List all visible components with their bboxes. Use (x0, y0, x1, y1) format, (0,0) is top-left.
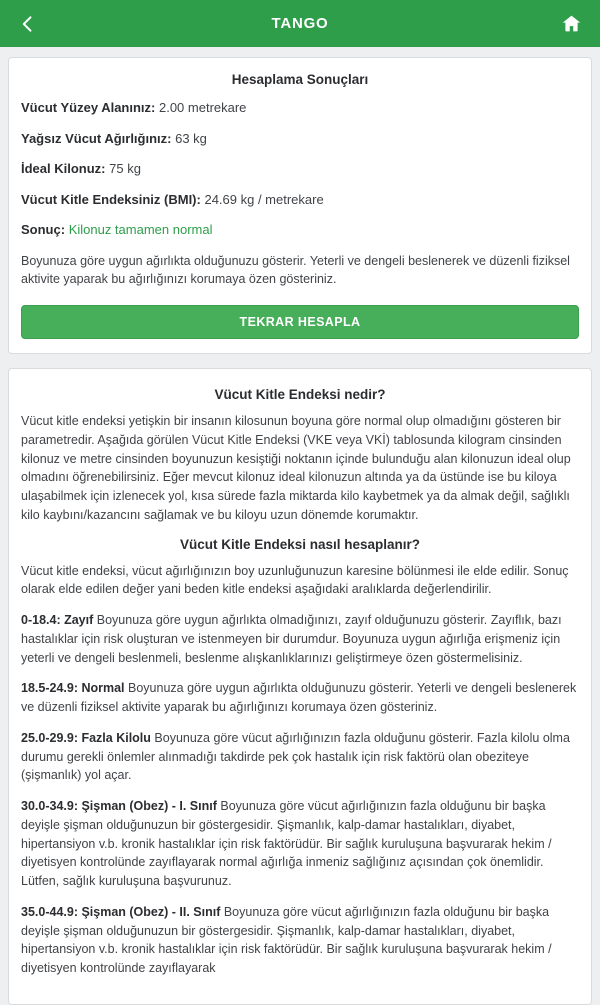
app-title: TANGO (271, 15, 329, 32)
result-note: Boyunuza göre uygun ağırlıkta olduğunuzu gösterir. Yeterli ve dengeli beslenerek ve düzenli fiziksel aktivite yaparak bu ağırlığınızı korumaya özen gösteriniz. (21, 253, 570, 287)
outcome-label: Sonuç: (21, 222, 66, 238)
bmi-range-label: 18.5-24.9: Normal (21, 681, 125, 696)
result-label: İdeal Kilonuz: (21, 161, 106, 177)
bmi-range-text: Boyunuza göre vücut ağırlığınızın fazla olduğunu bir başka deyişle şişman olduğunuzun bir göstergesidir. Şişmanlık, kalp-damar hastalıkları, diyabet, hipertansiyon v.b. kronik hastalıklar için risk faktörüdür. Bir sağlık kuruluşuna başvurarak hekim / diyetisyen kontrolünde zayıflayarak (21, 904, 552, 976)
result-row-lean-mass (21, 130, 579, 148)
result-value: 2.00 metrekare (158, 100, 247, 115)
bmi-info-card (8, 368, 592, 1005)
result-row-body-surface (21, 99, 579, 117)
bmi-range-label: 25.0-29.9: Fazla Kilolu (21, 730, 151, 745)
bmi-range-obese-2 (21, 903, 579, 978)
result-label: Vücut Yüzey Alanınız: (21, 100, 156, 115)
info-heading-how-calculated: Vücut Kitle Endeksi nasıl hesaplanır? (179, 536, 421, 552)
chevron-left-icon (18, 14, 38, 34)
bmi-range-text: Boyunuza göre vücut ağırlığınızın fazla olduğunu gösterir. Fazla kilolu olma durumu gerekli önlemler alınmadığı takdirde pek çok hastalık için risk faktörü olan obeziteye (şişmanlık) yol açar. (21, 730, 570, 783)
result-label: Vücut Kitle Endeksiniz (BMI): (21, 191, 201, 207)
home-icon (561, 13, 582, 34)
bmi-range-text: Boyunuza göre uygun ağırlıkta olmadığınızı, zayıf olduğunuzu gösterir. Zayıflık, bazı hastalıklar için risk oluşturan ve istenmeyen bir durumdur. Boyunuza uygun ağırlığa erişmeniz için yeterli ve dengeli beslenmeli, beslenme alışkanlıklarınızı geliştirmeye özen göstermelisiniz. (21, 613, 562, 665)
bmi-range-label: 35.0-44.9: Şişman (Obez) - II. Sınıf (21, 904, 221, 919)
result-row-outcome (21, 221, 579, 239)
home-button[interactable] (557, 9, 586, 38)
back-button[interactable] (14, 10, 42, 38)
results-title: Hesaplama Sonuçları (231, 72, 369, 87)
outcome-value: Kilonuz tamamen normal (68, 222, 213, 238)
info-paragraph-how-calculated: Vücut kitle endeksi, vücut ağırlığınızın boy uzunluğunuzun karesine bölünmesi ile elde edilir. Sonuç olarak elde edilen değer yani beden kitle endeksi aşağıdaki aralıklarda değerlendirilir. (21, 563, 569, 597)
bmi-range-label: 0-18.4: Zayıf (21, 613, 94, 628)
info-paragraph-what-is-bmi: Vücut kitle endeksi yetişkin bir insanın kilosunun boyuna göre normal olup olmadığını gösteren bir parametredir. Aşağıda görülen Vücut Kitle Endeksi (VKE veya VKİ) tablosunda kilogram cinsinden kilonuz ve metre cinsinden boyunuzun kesiştiği noktanın içinde bulunduğu alan kilonuzun ideal olup olmadını öğrenebilirsiniz. Eğer mevcut kilonuz ideal kilonuzun altında ya da üstünde ise bu kiloya ulaşabilmek için izlenecek yol, kısa sürede fazla miktarda kilo kaybetmek ya da almak değil, sağlıklı kilo kaybını/kazancını sağlamak ve bu kiloyu uzun dönemde korumaktır. (21, 414, 571, 522)
result-row-ideal-weight (21, 160, 579, 178)
result-value: 24.69 kg / metrekare (204, 191, 324, 207)
result-value: 75 kg (109, 161, 141, 177)
result-row-bmi (21, 191, 579, 209)
result-value: 63 kg (175, 130, 207, 146)
bmi-range-text: Boyunuza göre vücut ağırlığınızın fazla olduğunu bir başka deyişle şişman olduğunuzun bir göstergesidir. Şişmanlık, kalp-damar hastalıkları, diyabet, hipertansiyon v.b. kronik hastalıklar için risk faktörüdür. Bir sağlık kuruluşuna başvurarak hekim / diyetisyen kontrolünde zayıflayarak normal ağırlığa inmeniz sağlığınız açısından çok önemlidir. Lütfen, sağlık kuruluşuna başvurunuz. (21, 799, 552, 889)
bmi-range-text: Boyunuza göre uygun ağırlıkta olduğunuzu gösterir. Yeterli ve dengeli beslenerek ve düzenli fiziksel aktivite yaparak bu ağırlığınızı korumaya özen gösteriniz. (21, 681, 577, 715)
app-header (0, 0, 600, 47)
bmi-range-overweight (21, 729, 579, 785)
content-scroll[interactable] (0, 47, 600, 1005)
recalculate-button[interactable]: TEKRAR HESAPLA (21, 305, 579, 339)
bmi-range-label: 30.0-34.9: Şişman (Obez) - I. Sınıf (21, 799, 217, 814)
results-card (8, 57, 592, 354)
bmi-range-normal (21, 679, 579, 717)
bmi-range-obese-1 (21, 797, 579, 891)
info-heading-what-is-bmi: Vücut Kitle Endeksi nedir? (214, 387, 386, 403)
result-label: Yağsız Vücut Ağırlığınız: (21, 130, 172, 146)
bmi-range-underweight (21, 611, 579, 667)
